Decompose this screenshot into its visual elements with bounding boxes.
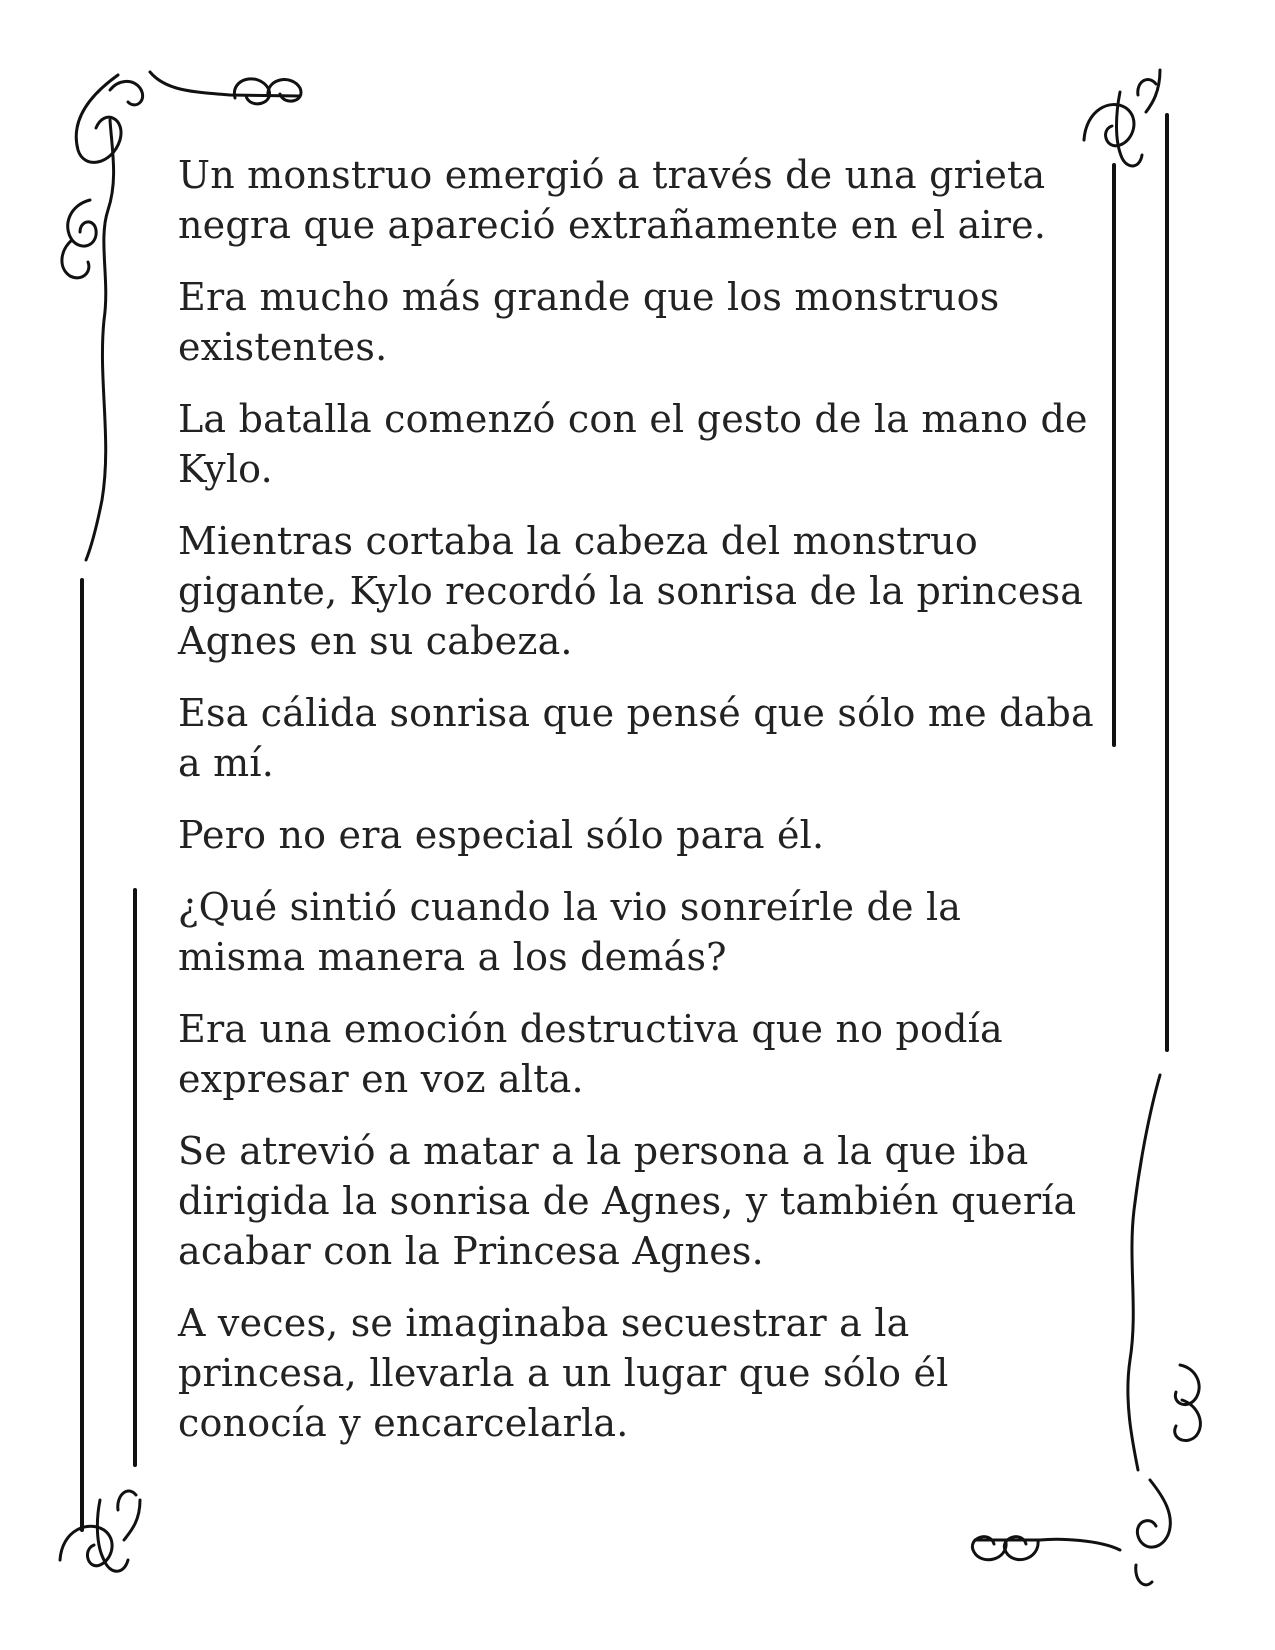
paragraph: Un monstruo emergió a través de una grieta negra que apareció extrañamente en el aire.	[178, 153, 1047, 247]
paragraph: Era una emoción destructiva que no podía expresar en voz alta.	[178, 1007, 1003, 1101]
paragraph: Esa cálida sonrisa que pensé que sólo me daba a mí.	[178, 691, 1094, 785]
paragraph: Era mucho más grande que los monstruos existentes.	[178, 275, 1000, 369]
paragraph: Mientras cortaba la cabeza del monstruo gigante, Kylo recordó la sonrisa de la princesa Agnes en su cabeza.	[178, 519, 1084, 663]
story-text	[178, 150, 1098, 1470]
paragraph: Pero no era especial sólo para él.	[178, 813, 825, 857]
paragraph: A veces, se imaginaba secuestrar a la princesa, llevarla a un lugar que sólo él conocía y encarcelarla.	[178, 1301, 949, 1445]
flourish-bottom-left	[60, 1491, 140, 1571]
paragraph: La batalla comenzó con el gesto de la mano de Kylo.	[178, 397, 1088, 491]
paragraph: ¿Qué sintió cuando la vio sonreírle de la misma manera a los demás?	[178, 885, 962, 979]
paragraph: Se atrevió a matar a la persona a la que iba dirigida la sonrisa de Agnes, y también quería acabar con la Princesa Agnes.	[178, 1129, 1077, 1273]
